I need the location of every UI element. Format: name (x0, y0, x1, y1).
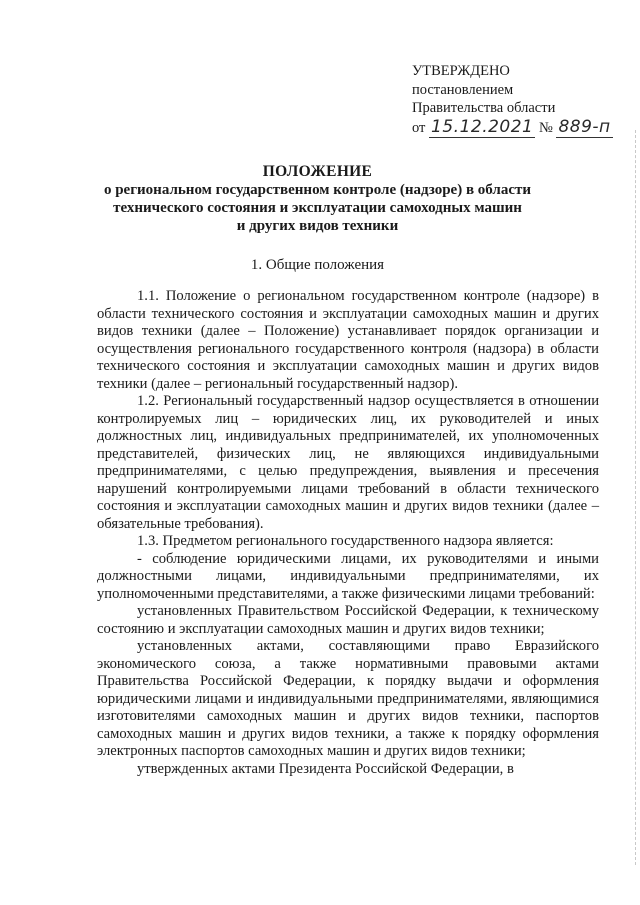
title-line: технического состояния и эксплуатации самоходных машин (113, 200, 522, 216)
approval-title: УТВЕРЖДЕНО (412, 63, 510, 79)
paragraph: - соблюдение юридическими лицами, их руководителями и иными должностными лицами, индивидуальными предпринимателями, их уполномоченными представителями, а также физическими лицами требований: (97, 550, 599, 602)
paragraph: 1.1. Положение о региональном государственном контроле (надзоре) в области технического состояния и эксплуатации самоходных машин и других видов техники (далее – Положение) устанавливает порядок организации и осуществления регионального государственного контроля (надзора) в области технического состояния и эксплуатации самоходных машин и других видов техники (далее – региональный государственный надзор). (97, 288, 599, 392)
paragraph: установленных Правительством Российской Федерации, к техническому состоянию и эксплуатации самоходных машин и других видов техники; (97, 603, 599, 637)
approval-prefix: от (412, 119, 426, 136)
approval-number: 889-п (558, 116, 611, 137)
approval-stamp (412, 62, 622, 137)
scan-edge-line (635, 130, 637, 865)
paragraph: установленных актами, составляющими право Евразийского экономического союза, а также нормативными правовыми актами Правительства Российской Федерации, к порядку выдачи и оформления юридическими лицами и индивидуальными предпринимателями, являющимися изготовителями самоходных машин и других видов техники, паспортов самоходных машин и других видов техники, а также к порядку оформления электронных паспортов самоходных машин и других видов техники; (97, 638, 599, 759)
approval-number-sign: № (539, 119, 553, 136)
approval-authority: Правительства области (412, 100, 556, 116)
title-head: ПОЛОЖЕНИЕ (262, 163, 373, 180)
document-body (97, 288, 599, 778)
title-line: о региональном государственном контроле (надзоре) в области (103, 182, 532, 198)
document-title (100, 163, 535, 235)
approval-date: 15.12.2021 (431, 116, 534, 137)
approval-resolution: постановлением (412, 81, 514, 98)
approval-date-number (412, 118, 622, 138)
paragraph: утвержденных актами Президента Российской Федерации, в (137, 760, 514, 777)
paragraph: 1.2. Региональный государственный надзор осуществляется в отношении контролируемых лиц – юридических лиц, их руководителей и иных должностных лиц, индивидуальных предпринимателей, их уполномоченных представителей, физических лиц, не являющихся индивидуальными предпринимателями, с целью предупреждения, выявления и пресечения нарушений контролируемыми лицами требований в области технического состояния и эксплуатации самоходных машин и других видов техники (далее – обязательные требования). (97, 393, 599, 532)
title-line: и других видов техники (236, 218, 399, 234)
section-heading: 1. Общие положения (250, 257, 385, 273)
paragraph: 1.3. Предметом регионального государственного надзора является: (137, 533, 554, 549)
